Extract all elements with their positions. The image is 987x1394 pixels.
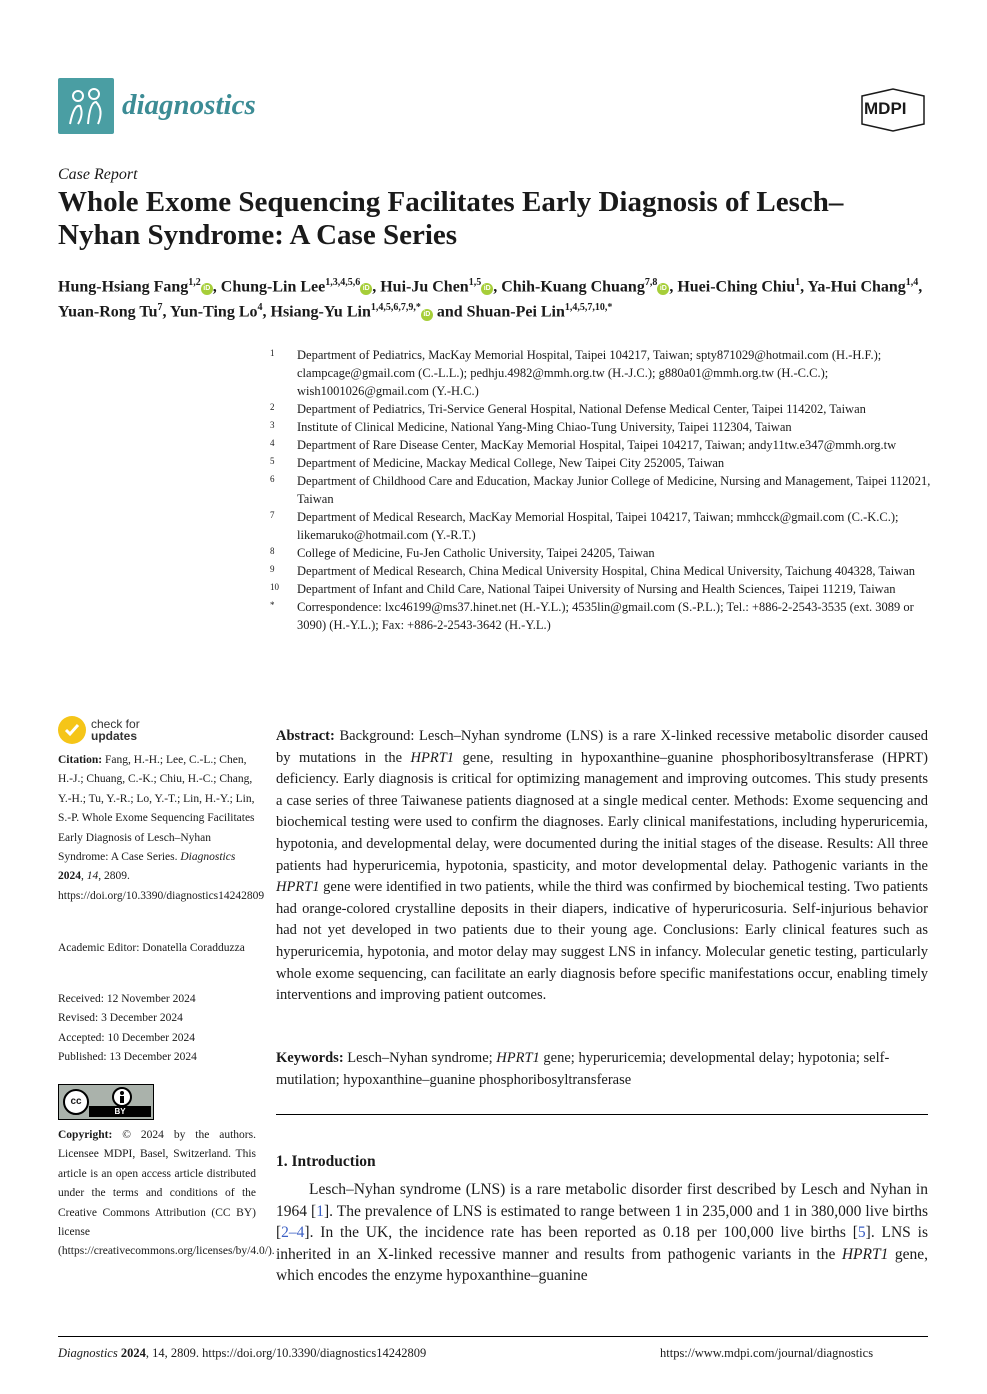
author-separator: , — [918, 278, 923, 296]
journal-name: diagnostics — [122, 89, 256, 121]
footer-divider — [58, 1336, 928, 1337]
citation-text: Fang, H.-H.; Lee, C.-L.; Chen, H.-J.; Chuang, C.-K.; Chiu, H.-C.; Chang, Y.-H.; Tu, Y.-R.; Lo, Y.-T.; Lin, H.-Y.; Lin, S.-P. Whole Exome Sequencing Facilitates Early Diagnosis of Lesch–Nyhan Syndrome: A Case Series. — [58, 754, 255, 864]
abstract-text-3: gene were identified in two patients, while the third was confirmed by biochemical testing. Two patients had orange-colored crystalline deposits in their diapers, indicative of hyperuricosuria. Self-injurious behavior had not yet developed in two patients due to their young age. Conclusions: Early clinical features such as hyperuricemia, hypotonia, and motor delay may suggest LNS in infancy. Molecular genetic testing, particularly whole exome sequencing, can facilitate an early diagnosis before specific manifestations occur, enabling timely interventions and improving patient outcomes. — [276, 879, 928, 1004]
affiliation-item — [270, 400, 935, 418]
affiliation-number: 10 — [270, 582, 279, 592]
affiliation-number: 4 — [270, 438, 275, 448]
date-revised: Revised: 3 December 2024 — [58, 1012, 183, 1025]
intro-text-5: gene, which encodes the enzyme hypoxanthine–guanine — [276, 1245, 928, 1285]
citation-year: 2024 — [58, 870, 81, 883]
author-name: Yun-Ting Lo — [169, 303, 258, 321]
citation-block: Citation: Fang, H.-H.; Lee, C.-L.; Chen, H.-J.; Chuang, C.-K.; Chiu, H.-C.; Chang, Y.-H.; Tu, Y.-R.; Lo, Y.-T.; Lin, H.-Y.; Lin, S.-P. Whole Exome Sequencing Facilitates Early Diagnosis of Lesch–Nyhan Syndrome: A Case Series. Diagnostics 2024, 14, 2809. https://doi.org/10.3390/diagnostics14242809 — [58, 754, 265, 902]
check-for-updates-button[interactable] — [58, 716, 168, 748]
author-affiliation-marker: 1,3,4,5,6 — [325, 277, 361, 288]
affiliation-text: Correspondence: lxc46199@ms37.hinet.net (H.-Y.L.); 4535lin@gmail.com (S.-P.L.); Tel.: +886-2-2543-3535 (ext. 3089 or 3090) (H.-Y.L.); Fax: +886-2-2543-3642 (H.-Y.L.) — [297, 600, 914, 632]
abstract-text-1: Background: Lesch–Nyhan syndrome (LNS) is a rare X-linked recessive metabolic disorder caused by mutations in the — [276, 728, 928, 766]
author-name: Hung-Hsiang Fang — [58, 278, 189, 296]
keywords — [276, 1048, 928, 1091]
author-separator: , — [669, 278, 678, 296]
abstract-text-2: gene, resulting in hypoxanthine–guanine phosphoribosyltransferase (HPRT) deficiency. Early diagnosis is critical for optimizing management and improving outcomes. This study presents a case series of three Taiwanese patients diagnosed at a single medical center. Methods: Exome sequencing and biochemical testing were used to confirm the diagnoses. Early clinical manifestations, including hyperuricemia, hypotonia, and developmental delay, were documented during the initial stages of the disease. Results: All three patients had hyperuricemia, hypotonia, spasticity, and motor developmental delay. Pathogenic variants in the — [276, 749, 928, 874]
author-name: Ya-Hui Chang — [807, 278, 906, 296]
academic-editor: Academic Editor: Donatella Coradduzza — [58, 942, 245, 954]
affiliation-list — [270, 346, 935, 634]
affiliation-text: Department of Pediatrics, Tri-Service General Hospital, National Defense Medical Center, Taipei 114202, Taiwan — [297, 402, 866, 416]
author-separator: , — [262, 303, 271, 321]
author-name: Hsiang-Yu Lin — [270, 303, 371, 321]
section-title-introduction: 1. Introduction — [276, 1153, 376, 1170]
author-separator: , — [372, 278, 381, 296]
author-separator: and — [432, 303, 467, 321]
author-affiliation-marker: 1,4 — [905, 277, 919, 288]
affiliation-item — [270, 472, 935, 508]
affiliation-text: Department of Rare Disease Center, MacKay Memorial Hospital, Taipei 104217, Taiwan; andy11tw.e347@mmh.org.tw — [297, 438, 897, 452]
keywords-text-2: gene; hyperuricemia; developmental delay; hypotonia; self-mutilation; hypoxanthine–guanine phosphoribosyltransferase — [276, 1050, 890, 1088]
affiliation-text: Department of Medicine, Mackay Medical College, New Taipei City 252005, Taiwan — [297, 456, 725, 470]
affiliation-number: 2 — [270, 402, 275, 412]
by-label: BY — [89, 1106, 151, 1117]
affiliation-number: 5 — [270, 456, 275, 466]
date-received: Received: 12 November 2024 — [58, 993, 196, 1005]
affiliation-item — [270, 436, 935, 454]
check-updates-label-bold: updates — [91, 729, 138, 743]
intro-text-4: ]. LNS is inherited in an X-linked recessive manner and results from pathogenic variants in the — [276, 1224, 928, 1263]
citation-journal: Diagnostics — [180, 851, 236, 864]
author-affiliation-marker: 1,2 — [188, 277, 201, 288]
author-name: Chih-Kuang Chuang — [501, 278, 645, 296]
affiliation-item — [270, 418, 935, 436]
copyright-label: Copyright: — [58, 1129, 113, 1141]
affiliation-text: Institute of Clinical Medicine, National Yang-Ming Chiao-Tung University, Taipei 112304, Taiwan — [297, 420, 792, 434]
author-name: Hui-Ju Chen — [380, 278, 469, 296]
affiliation-number: 9 — [270, 564, 275, 574]
cc-icon: cc — [63, 1089, 89, 1115]
affiliation-item — [270, 544, 935, 562]
citation-pages: , 2809. https://doi.org/10.3390/diagnostics14242809 — [58, 870, 265, 902]
intro-text-1: Lesch–Nyhan syndrome (LNS) is a rare metabolic disorder first described by Lesch and Nyhan in 1964 [ — [276, 1181, 928, 1220]
journal-logo — [58, 78, 114, 134]
orcid-icon[interactable]: iD — [421, 309, 433, 321]
author-name: Huei-Ching Chiu — [677, 278, 796, 296]
intro-text-3: ]. In the UK, the incidence rate has been reported as 0.18 per 100,000 live births [ — [304, 1224, 858, 1242]
author-name: Yuan-Rong Tu — [58, 303, 158, 321]
publisher-logo — [858, 88, 928, 132]
author-separator: , — [493, 278, 502, 296]
article-type: Case Report — [58, 166, 138, 183]
author-affiliation-marker: 1 — [795, 277, 801, 288]
affiliation-number: 3 — [270, 420, 275, 430]
author-separator: , — [212, 278, 221, 296]
author-affiliation-marker: 7 — [157, 302, 163, 314]
affiliation-item — [270, 454, 935, 472]
abstract — [276, 726, 928, 1007]
check-updates-label: check for — [91, 717, 140, 731]
footer-journal-url[interactable]: https://www.mdpi.com/journal/diagnostics — [660, 1346, 874, 1360]
orcid-icon[interactable]: iD — [360, 283, 372, 295]
footer-doi[interactable]: , 14, 2809. https://doi.org/10.3390/diagnostics14242809 — [145, 1346, 427, 1360]
date-accepted: Accepted: 10 December 2024 — [58, 1031, 195, 1044]
orcid-icon[interactable]: iD — [481, 283, 493, 295]
reference-link-5[interactable]: 5 — [857, 1224, 866, 1242]
affiliation-text: Department of Medical Research, China Medical University Hospital, China Medical University, Taichung 404328, Taiwan — [297, 564, 916, 578]
affiliation-text: Department of Childhood Care and Education, Mackay Junior College of Medicine, Nursing and Management, Taipei 112021, Taiwan — [297, 474, 931, 506]
author-separator: , — [800, 278, 808, 296]
intro-gene: HPRT1 — [841, 1245, 889, 1263]
orcid-icon[interactable]: iD — [657, 283, 669, 295]
affiliation-text: Department of Infant and Child Care, National Taipei University of Nursing and Health Sciences, Taipei 11219, Taiwan — [297, 582, 896, 596]
reference-link-2-4[interactable]: 2–4 — [281, 1224, 305, 1242]
author-affiliation-marker: 1,4,5,7,10,* — [564, 302, 613, 314]
author-affiliation-marker: 4 — [257, 302, 263, 314]
affiliation-text: Department of Medical Research, MacKay Memorial Hospital, Taipei 104217, Taiwan; mmhcck@gmail.com (C.-K.C.); likemaruko@hotmail.com (Y.-R.T.) — [297, 510, 899, 542]
affiliation-number: 6 — [270, 474, 275, 484]
introduction-paragraph — [276, 1179, 928, 1287]
author-list — [58, 272, 938, 323]
citation-label: Citation: — [58, 754, 103, 766]
abstract-gene-1: HPRT1 — [410, 749, 455, 766]
affiliation-number: 1 — [270, 348, 275, 358]
author-affiliation-marker: 1,4,5,6,7,9,* — [370, 302, 421, 314]
affiliation-item — [270, 580, 935, 598]
abstract-gene-2: HPRT1 — [276, 879, 320, 896]
keywords-gene: HPRT1 — [496, 1050, 540, 1066]
keywords-text-1: Lesch–Nyhan syndrome; — [343, 1050, 497, 1066]
reference-link-1[interactable]: 1 — [316, 1202, 324, 1220]
footer-citation — [58, 1346, 426, 1361]
journal-logo-icon — [64, 84, 108, 128]
author-affiliation-marker: 7,8 — [644, 277, 658, 288]
author-name: Shuan-Pei Lin — [466, 303, 565, 321]
affiliation-item — [270, 562, 935, 580]
publisher-name: MDPI — [864, 99, 907, 118]
affiliation-text: College of Medicine, Fu-Jen Catholic University, Taipei 24205, Taiwan — [297, 546, 655, 560]
cc-by-license-badge[interactable] — [58, 1084, 154, 1120]
footer-journal: Diagnostics — [58, 1346, 118, 1360]
author-separator: , — [162, 303, 170, 321]
affiliation-item — [270, 598, 935, 634]
section-divider — [276, 1114, 928, 1115]
copyright-text: © 2024 by the authors. Licensee MDPI, Basel, Switzerland. This article is an open access article distributed under the terms and conditions of the Creative Commons Attribution (CC BY) license (https://creativecommons.org/licenses/by/4.0/). — [58, 1129, 275, 1258]
abstract-label: Abstract: — [276, 728, 335, 744]
affiliation-item — [270, 508, 935, 544]
date-published: Published: 13 December 2024 — [58, 1051, 197, 1064]
keywords-label: Keywords: — [276, 1050, 344, 1066]
copyright-block — [58, 1126, 275, 1262]
check-updates-icon — [58, 716, 86, 744]
footer-year: 2024 — [120, 1346, 146, 1360]
orcid-icon[interactable]: iD — [201, 283, 213, 295]
dates-block — [58, 990, 256, 1068]
author-affiliation-marker: 1,5 — [468, 277, 482, 288]
person-icon — [112, 1087, 132, 1107]
affiliation-number: 7 — [270, 510, 275, 520]
article-title: Whole Exome Sequencing Facilitates Early Diagnosis of Lesch–Nyhan Syndrome: A Case Series — [58, 186, 844, 251]
intro-text-2: ]. The prevalence of LNS is estimated to range between 1 in 235,000 and 1 in 380,000 live births [ — [276, 1202, 928, 1242]
affiliation-text: Department of Pediatrics, MacKay Memorial Hospital, Taipei 104217, Taiwan; spty871029@hotmail.com (H.-H.F.); clampcage@gmail.com (C.-L.L.); pedhju.4982@mmh.org.tw (H.-J.C.); g880a01@mmh.org.tw (H.-C.C.); wish1001026@gmail.com (Y.-H.C.) — [297, 348, 882, 398]
citation-volume: 14 — [86, 870, 99, 883]
affiliation-number: 8 — [270, 546, 275, 556]
author-name: Chung-Lin Lee — [220, 278, 326, 296]
affiliation-item — [270, 346, 935, 400]
affiliation-number: * — [270, 600, 275, 610]
